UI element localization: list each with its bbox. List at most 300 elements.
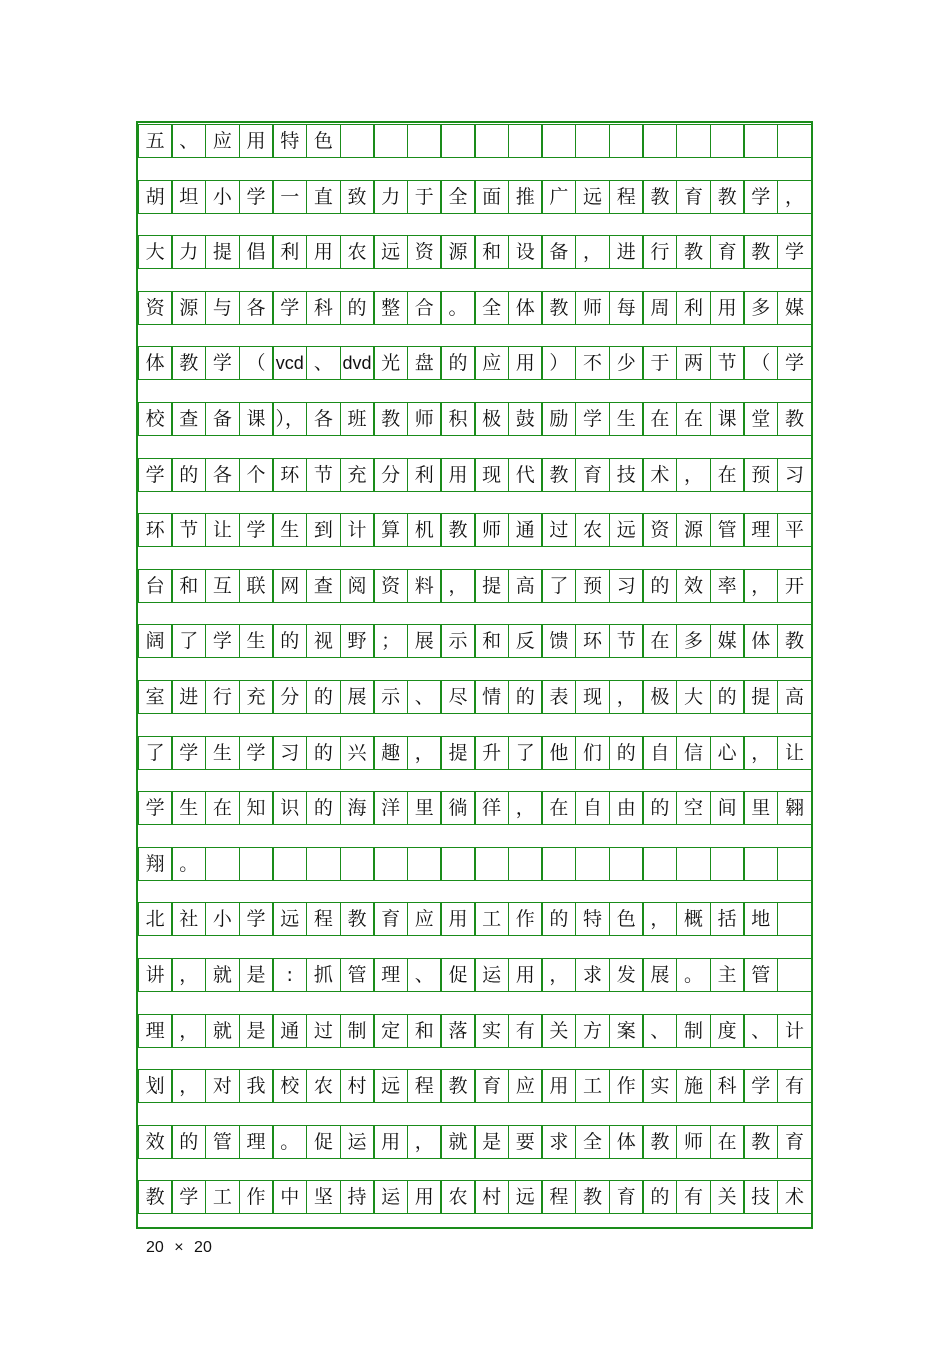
grid-cell: 和 xyxy=(407,1014,441,1048)
grid-cell: 远 xyxy=(273,902,307,936)
grid-row xyxy=(138,791,811,825)
grid-cell xyxy=(575,847,609,881)
grid-cell: 资 xyxy=(138,291,172,325)
grid-cell: 体 xyxy=(744,624,778,658)
grid-cell: 求 xyxy=(575,958,609,992)
grid-cell: 展 xyxy=(643,958,677,992)
grid-cell: 作 xyxy=(508,902,542,936)
grid-cell: 间 xyxy=(710,791,744,825)
grid-cell: 用 xyxy=(407,1180,441,1214)
grid-cell: 教 xyxy=(374,402,408,436)
grid-cell: 学 xyxy=(138,458,172,492)
grid-cell: 在 xyxy=(643,402,677,436)
grid-cell: 习 xyxy=(777,458,811,492)
grid-cell: 尽 xyxy=(441,680,475,714)
grid-cell xyxy=(609,847,643,881)
grid-row xyxy=(138,458,811,492)
grid-cell: 了 xyxy=(542,569,576,603)
grid-cell: 用 xyxy=(542,1069,576,1103)
grid-cell: 讲 xyxy=(138,958,172,992)
grid-cell: ， xyxy=(643,902,677,936)
grid-cell: ， xyxy=(609,680,643,714)
grid-cell: 管 xyxy=(744,958,778,992)
grid-cell: 环 xyxy=(273,458,307,492)
grid-cell: 徉 xyxy=(475,791,509,825)
grid-row xyxy=(138,1125,811,1159)
grid-cell: 划 xyxy=(138,1069,172,1103)
grid-cell: 资 xyxy=(374,569,408,603)
grid-cell: 空 xyxy=(676,791,710,825)
grid-cell xyxy=(340,847,374,881)
grid-cell: 心 xyxy=(710,736,744,770)
grid-cell: 学 xyxy=(239,180,273,214)
grid-cell: 促 xyxy=(441,958,475,992)
grid-cell: 反 xyxy=(508,624,542,658)
grid-cell: 的 xyxy=(172,1125,206,1159)
grid-cell: 理 xyxy=(138,1014,172,1048)
grid-size-label xyxy=(146,1239,218,1257)
grid-cell: 应 xyxy=(475,346,509,380)
grid-cell: 合 xyxy=(407,291,441,325)
grid-cell: 有 xyxy=(777,1069,811,1103)
grid-cell: 在 xyxy=(710,1125,744,1159)
grid-cell: 查 xyxy=(172,402,206,436)
grid-cell: 识 xyxy=(273,791,307,825)
grid-cell: 求 xyxy=(542,1125,576,1159)
grid-cell: ， xyxy=(542,958,576,992)
grid-cell: 远 xyxy=(609,513,643,547)
grid-cell: 用 xyxy=(441,902,475,936)
grid-cell: 媒 xyxy=(777,291,811,325)
grid-cell: 在 xyxy=(676,402,710,436)
grid-cell: 师 xyxy=(676,1125,710,1159)
grid-cell: 育 xyxy=(374,902,408,936)
grid-cell: dvd xyxy=(340,346,374,380)
grid-cell: 运 xyxy=(340,1125,374,1159)
grid-cell: 实 xyxy=(475,1014,509,1048)
grid-cell: 洋 xyxy=(374,791,408,825)
grid-cell: 应 xyxy=(407,902,441,936)
grid-cell: 定 xyxy=(374,1014,408,1048)
grid-cell xyxy=(374,124,408,158)
grid-cell: 效 xyxy=(676,569,710,603)
grid-cell: 习 xyxy=(609,569,643,603)
grid-row xyxy=(138,1069,811,1103)
grid-cell: 教 xyxy=(340,902,374,936)
grid-cell: 个 xyxy=(239,458,273,492)
grid-cell: 工 xyxy=(575,1069,609,1103)
grid-row xyxy=(138,736,811,770)
grid-cell: 育 xyxy=(609,1180,643,1214)
grid-row xyxy=(138,346,811,380)
grid-cell: （ xyxy=(239,346,273,380)
grid-cell: 用 xyxy=(710,291,744,325)
grid-cell: 到 xyxy=(306,513,340,547)
grid-cell: 学 xyxy=(239,902,273,936)
grid-cell: 学 xyxy=(777,235,811,269)
grid-cell xyxy=(407,124,441,158)
grid-cell: 高 xyxy=(777,680,811,714)
grid-cell: 远 xyxy=(508,1180,542,1214)
grid-cell: ， xyxy=(441,569,475,603)
grid-cell: 让 xyxy=(205,513,239,547)
grid-cell: 利 xyxy=(273,235,307,269)
grid-cell: 环 xyxy=(138,513,172,547)
grid-cell: 致 xyxy=(340,180,374,214)
grid-cell: 。 xyxy=(273,1125,307,1159)
grid-cell: 信 xyxy=(676,736,710,770)
grid-cell: 教 xyxy=(542,291,576,325)
grid-cell xyxy=(575,124,609,158)
grid-row xyxy=(138,513,811,547)
grid-cell: 北 xyxy=(138,902,172,936)
grid-cell xyxy=(475,124,509,158)
grid-cell: 每 xyxy=(609,291,643,325)
grid-cell: 师 xyxy=(475,513,509,547)
grid-cell xyxy=(508,124,542,158)
grid-cell xyxy=(542,847,576,881)
grid-cell: 坚 xyxy=(306,1180,340,1214)
grid-cell: 的 xyxy=(643,791,677,825)
grid-cell: 特 xyxy=(273,124,307,158)
grid-cell: 翱 xyxy=(777,791,811,825)
grid-cell: 学 xyxy=(205,346,239,380)
grid-cell xyxy=(441,847,475,881)
grid-cell: 资 xyxy=(407,235,441,269)
grid-cell: 备 xyxy=(542,235,576,269)
grid-cell: 就 xyxy=(205,1014,239,1048)
grid-cell: 行 xyxy=(643,235,677,269)
grid-cell: 情 xyxy=(475,680,509,714)
grid-cell: 了 xyxy=(172,624,206,658)
grid-cell: 充 xyxy=(239,680,273,714)
grid-cell: 由 xyxy=(609,791,643,825)
grid-cell: 师 xyxy=(407,402,441,436)
grid-cell: 关 xyxy=(710,1180,744,1214)
grid-cell: 生 xyxy=(205,736,239,770)
grid-cell: 关 xyxy=(542,1014,576,1048)
grid-cell: 就 xyxy=(205,958,239,992)
grid-cell: 极 xyxy=(475,402,509,436)
grid-cell xyxy=(777,124,811,158)
grid-row xyxy=(138,180,811,214)
grid-cell: 和 xyxy=(475,624,509,658)
grid-cell xyxy=(676,124,710,158)
grid-cell: 理 xyxy=(374,958,408,992)
grid-cell: 校 xyxy=(138,402,172,436)
grid-cell: 视 xyxy=(306,624,340,658)
grid-cell: 现 xyxy=(575,680,609,714)
grid-cell: 我 xyxy=(239,1069,273,1103)
grid-cell: 提 xyxy=(205,235,239,269)
grid-cell: 的 xyxy=(273,624,307,658)
grid-cell: 野 xyxy=(340,624,374,658)
grid-cell: 面 xyxy=(475,180,509,214)
grid-cell xyxy=(407,847,441,881)
grid-cell: 力 xyxy=(172,235,206,269)
grid-cell: 村 xyxy=(340,1069,374,1103)
grid-cell: 的 xyxy=(508,680,542,714)
grid-row xyxy=(138,847,811,881)
grid-rows: 20 xyxy=(194,1239,212,1256)
grid-cell: 课 xyxy=(710,402,744,436)
grid-row xyxy=(138,1180,811,1214)
grid-cell: 校 xyxy=(273,1069,307,1103)
grid-cell: 小 xyxy=(205,180,239,214)
grid-cell: 。 xyxy=(441,291,475,325)
grid-cell xyxy=(744,847,778,881)
grid-cell: 是 xyxy=(475,1125,509,1159)
grid-cell: 计 xyxy=(777,1014,811,1048)
grid-cell: 色 xyxy=(306,124,340,158)
grid-cell: 资 xyxy=(643,513,677,547)
grid-cell: 学 xyxy=(138,791,172,825)
grid-cell: 有 xyxy=(508,1014,542,1048)
grid-cell: 案 xyxy=(609,1014,643,1048)
grid-row xyxy=(138,680,811,714)
grid-cell: 平 xyxy=(777,513,811,547)
grid-cell: 里 xyxy=(744,791,778,825)
grid-cell: 堂 xyxy=(744,402,778,436)
grid-cell: 联 xyxy=(239,569,273,603)
grid-cell: 了 xyxy=(508,736,542,770)
grid-cell: 教 xyxy=(575,1180,609,1214)
grid-cell: 农 xyxy=(441,1180,475,1214)
grid-cell: 科 xyxy=(710,1069,744,1103)
grid-cell: 应 xyxy=(205,124,239,158)
grid-cell: 师 xyxy=(575,291,609,325)
grid-cell: 开 xyxy=(777,569,811,603)
grid-cell: 在 xyxy=(542,791,576,825)
grid-cell xyxy=(441,124,475,158)
grid-cell: 代 xyxy=(508,458,542,492)
grid-cell: ； xyxy=(374,624,408,658)
grid-cell: 少 xyxy=(609,346,643,380)
grid-cell: 提 xyxy=(441,736,475,770)
grid-cell: 术 xyxy=(777,1180,811,1214)
grid-row xyxy=(138,958,811,992)
grid-cell: 查 xyxy=(306,569,340,603)
grid-cell: 分 xyxy=(374,458,408,492)
grid-cell: 展 xyxy=(340,680,374,714)
grid-row xyxy=(138,124,811,158)
grid-cell: 运 xyxy=(374,1180,408,1214)
grid-cell: 括 xyxy=(710,902,744,936)
grid-cell: 度 xyxy=(710,1014,744,1048)
grid-cell: 育 xyxy=(777,1125,811,1159)
grid-cell: 班 xyxy=(340,402,374,436)
grid-cell: 、 xyxy=(407,680,441,714)
grid-cell xyxy=(676,847,710,881)
grid-row xyxy=(138,291,811,325)
grid-cell: 是 xyxy=(239,1014,273,1048)
grid-cell: 力 xyxy=(374,180,408,214)
grid-cell: 鼓 xyxy=(508,402,542,436)
grid-cell: 技 xyxy=(744,1180,778,1214)
grid-cell xyxy=(306,847,340,881)
grid-cell: 理 xyxy=(239,1125,273,1159)
grid-cell: 预 xyxy=(744,458,778,492)
grid-cell: 农 xyxy=(575,513,609,547)
grid-cell: 进 xyxy=(172,680,206,714)
grid-cell: 农 xyxy=(306,1069,340,1103)
grid-cell: 利 xyxy=(676,291,710,325)
grid-cell: 运 xyxy=(475,958,509,992)
times-symbol: × xyxy=(174,1239,184,1256)
grid-cell: 现 xyxy=(475,458,509,492)
grid-cell: 施 xyxy=(676,1069,710,1103)
grid-cell: 教 xyxy=(777,402,811,436)
grid-cell: 、 xyxy=(744,1014,778,1048)
grid-cell: 兴 xyxy=(340,736,374,770)
grid-cell: 海 xyxy=(340,791,374,825)
grid-cell: 制 xyxy=(340,1014,374,1048)
grid-cell: 持 xyxy=(340,1180,374,1214)
grid-cell xyxy=(744,124,778,158)
grid-cell: 管 xyxy=(340,958,374,992)
grid-cell: 落 xyxy=(441,1014,475,1048)
grid-cell: 教 xyxy=(710,180,744,214)
grid-cell: 体 xyxy=(609,1125,643,1159)
grid-cell: 学 xyxy=(239,736,273,770)
grid-cell: 生 xyxy=(172,791,206,825)
grid-cell: 特 xyxy=(575,902,609,936)
grid-cell: 教 xyxy=(441,513,475,547)
grid-cell: 趣 xyxy=(374,736,408,770)
grid-cell: 工 xyxy=(475,902,509,936)
composition-grid xyxy=(136,121,813,1229)
grid-cell: 学 xyxy=(172,736,206,770)
grid-cell: 的 xyxy=(710,680,744,714)
grid-cell: 们 xyxy=(575,736,609,770)
grid-cell: 抓 xyxy=(306,958,340,992)
grid-cell: 育 xyxy=(710,235,744,269)
grid-cell: 和 xyxy=(172,569,206,603)
grid-cell: 提 xyxy=(475,569,509,603)
grid-cell: 通 xyxy=(508,513,542,547)
grid-cell: 节 xyxy=(306,458,340,492)
grid-row xyxy=(138,402,811,436)
grid-cell: 周 xyxy=(643,291,677,325)
grid-row xyxy=(138,569,811,603)
grid-cell: 对 xyxy=(205,1069,239,1103)
grid-cell: 料 xyxy=(407,569,441,603)
grid-cell: 在 xyxy=(643,624,677,658)
grid-cell: 大 xyxy=(138,235,172,269)
grid-cell: 色 xyxy=(609,902,643,936)
grid-cell: 、 xyxy=(306,346,340,380)
grid-cell: 作 xyxy=(609,1069,643,1103)
grid-cell xyxy=(205,847,239,881)
grid-cell xyxy=(643,847,677,881)
grid-cell: 各 xyxy=(205,458,239,492)
grid-cell: 社 xyxy=(172,902,206,936)
grid-cell: 过 xyxy=(542,513,576,547)
grid-cell: 网 xyxy=(273,569,307,603)
grid-cell: 的 xyxy=(172,458,206,492)
grid-cell: 通 xyxy=(273,1014,307,1048)
grid-cell: 过 xyxy=(306,1014,340,1048)
grid-row xyxy=(138,624,811,658)
grid-cell: 方 xyxy=(575,1014,609,1048)
grid-cell: 了 xyxy=(138,736,172,770)
grid-cell: 利 xyxy=(407,458,441,492)
grid-cell: （ xyxy=(744,346,778,380)
grid-cell: ， xyxy=(575,235,609,269)
grid-cell: 与 xyxy=(205,291,239,325)
grid-cell: 教 xyxy=(542,458,576,492)
grid-cell: 的 xyxy=(306,680,340,714)
grid-cell: 全 xyxy=(475,291,509,325)
grid-cell: 远 xyxy=(374,1069,408,1103)
grid-cell: 、 xyxy=(172,124,206,158)
grid-cell: 程 xyxy=(407,1069,441,1103)
grid-cell: 五 xyxy=(138,124,172,158)
grid-cell: 算 xyxy=(374,513,408,547)
grid-cell: 学 xyxy=(205,624,239,658)
grid-cell: ， xyxy=(407,736,441,770)
grid-cell: ， xyxy=(744,736,778,770)
grid-cell: 、 xyxy=(407,958,441,992)
grid-cell: ） xyxy=(542,346,576,380)
grid-row xyxy=(138,1014,811,1048)
grid-cell: 各 xyxy=(306,402,340,436)
grid-cell: 用 xyxy=(441,458,475,492)
grid-cell: 阅 xyxy=(340,569,374,603)
grid-cell: 坦 xyxy=(172,180,206,214)
grid-cell: 管 xyxy=(205,1125,239,1159)
grid-cols: 20 xyxy=(146,1239,164,1256)
grid-cell: 分 xyxy=(273,680,307,714)
grid-cell: 教 xyxy=(172,346,206,380)
grid-cell: 节 xyxy=(609,624,643,658)
grid-cell: 程 xyxy=(542,1180,576,1214)
grid-cell: 学 xyxy=(273,291,307,325)
grid-cell: 互 xyxy=(205,569,239,603)
grid-cell: 术 xyxy=(643,458,677,492)
grid-cell: 习 xyxy=(273,736,307,770)
grid-cell: 盘 xyxy=(407,346,441,380)
grid-cell: 一 xyxy=(273,180,307,214)
grid-cell: 发 xyxy=(609,958,643,992)
grid-cell: 体 xyxy=(138,346,172,380)
grid-cell: 充 xyxy=(340,458,374,492)
grid-cell: 学 xyxy=(239,513,273,547)
grid-cell: 学 xyxy=(744,180,778,214)
grid-cell: 进 xyxy=(609,235,643,269)
grid-cell: 生 xyxy=(273,513,307,547)
grid-cell: 里 xyxy=(407,791,441,825)
grid-cell: 于 xyxy=(643,346,677,380)
grid-cell: 励 xyxy=(542,402,576,436)
grid-cell: 学 xyxy=(575,402,609,436)
grid-cell: 育 xyxy=(475,1069,509,1103)
grid-cell: 远 xyxy=(374,235,408,269)
grid-cell: 提 xyxy=(744,680,778,714)
grid-cell: 源 xyxy=(676,513,710,547)
grid-cell: 预 xyxy=(575,569,609,603)
grid-cell: 多 xyxy=(676,624,710,658)
grid-cell: 的 xyxy=(306,736,340,770)
grid-cell: 用 xyxy=(374,1125,408,1159)
grid-cell: 高 xyxy=(508,569,542,603)
grid-cell: 徜 xyxy=(441,791,475,825)
grid-cell xyxy=(710,847,744,881)
grid-cell xyxy=(475,847,509,881)
grid-cell: 于 xyxy=(407,180,441,214)
grid-cell: 的 xyxy=(340,291,374,325)
grid-cell xyxy=(340,124,374,158)
